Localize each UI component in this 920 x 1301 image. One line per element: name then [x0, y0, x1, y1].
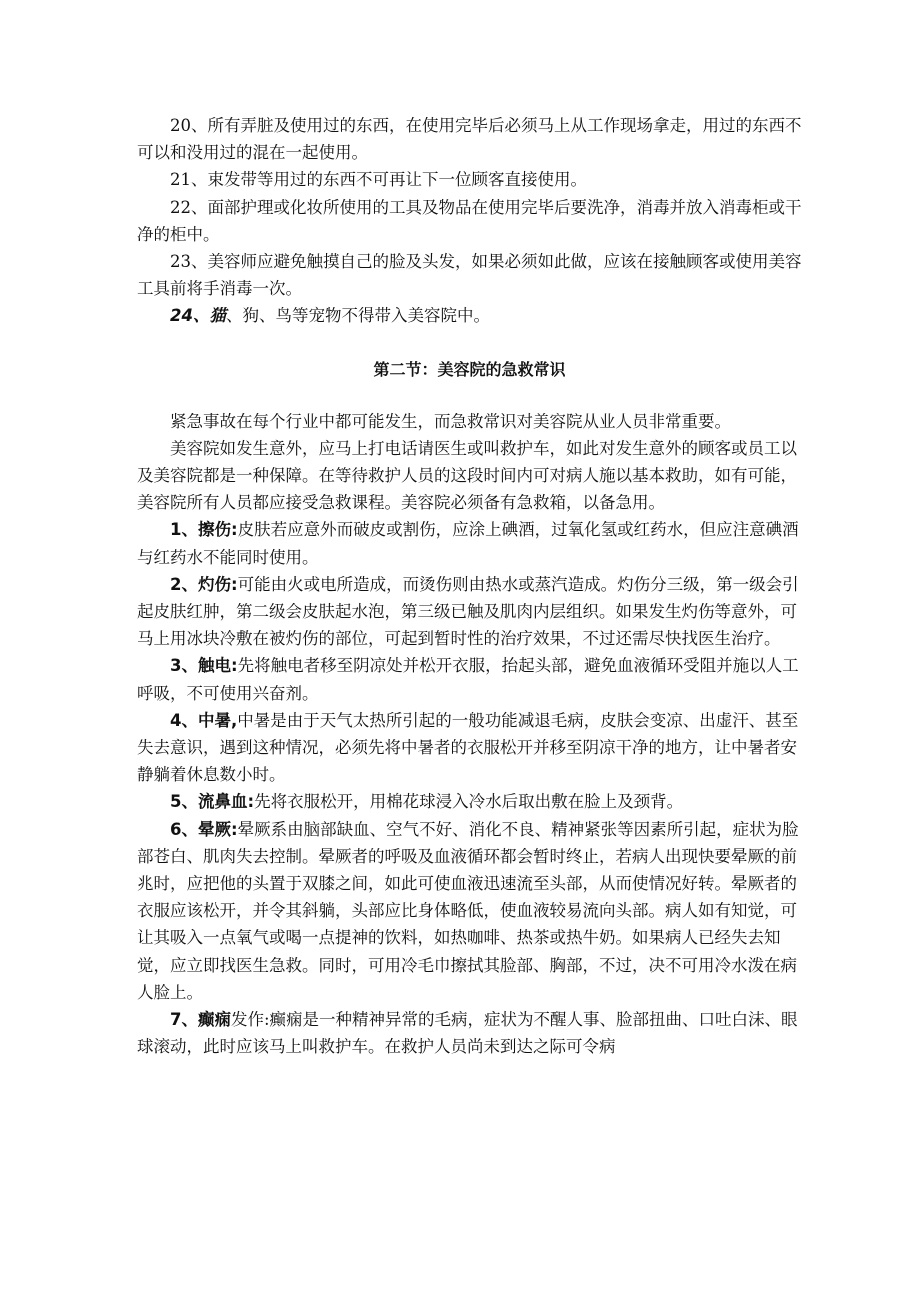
- rule-22-text: 22、面部护理或化妆所使用的工具及物品在使用完毕后要洗净，消毒并放入消毒柜或干净的柜中。: [137, 197, 802, 244]
- first-aid-abrasion: [137, 516, 802, 570]
- fainting-term: 6、晕厥:: [170, 819, 238, 839]
- rule-24-term: 24、猫: [170, 306, 226, 326]
- epilepsy-text: 癫痫是一种精神异常的毛病，症状为不醒人事、脸部扭曲、口吐白沫、眼球滚动，此时应该马上叫救护车。在救护人员尚未到达之际可令病: [137, 1010, 798, 1057]
- rule-24: [137, 302, 802, 329]
- first-aid-electric-shock: [137, 652, 802, 706]
- first-aid-nosebleed: [137, 788, 802, 815]
- nosebleed-text: 先将衣服松开，用棉花球浸入冷水后取出敷在脸上及颈背。: [254, 792, 684, 812]
- first-aid-burn: [137, 571, 802, 653]
- nosebleed-term: 5、流鼻血:: [170, 792, 255, 812]
- rule-20: [137, 112, 802, 166]
- first-aid-section: [137, 408, 802, 1061]
- intro-paragraph-2: 美容院如发生意外，应马上打电话请医生或叫救护车，如此对发生意外的顾客或员工以及美容院都是一种保障。在等待救护人员的这段时间内可对病人施以基本救助，如有可能，美容院所有人员都应接受急救课程。美容院必须备有急救箱，以备急用。: [137, 438, 797, 513]
- fainting-text: 晕厥系由脑部缺血、空气不好、消化不良、精神紧张等因素所引起，症状为脸部苍白、肌肉失去控制。晕厥者的呼吸及血液循环都会暂时终止，若病人出现快要晕厥的前兆时，应把他的头置于双膝之间，如此可使血液迅速流至头部，从而使情况好转。晕厥者的衣服应该松开，并令其斜躺，头部应比身体略低，使血液较易流向头部。病人如有知觉，可让其吸入一点氧气或喝一点提神的饮料，如热咖啡、热茶或热牛奶。如果病人已经失去知觉，应立即找医生急救。同时，可用冷毛巾擦拭其脸部、胸部，不过，决不可用冷水泼在病人脸上。: [137, 819, 799, 1002]
- burn-text: 可能由火或电所造成，而烫伤则由热水或蒸汽造成。灼伤分三级，第一级会引起皮肤红肿，第二级会皮肤起水泡，第三级已触及肌肉内层组织。如果发生灼伤等意外，可马上用冰块冷敷在被灼伤的部位，可起到暂时性的治疗效果，不过还需尽快找医生治疗。: [137, 574, 799, 649]
- rule-21-text: 21、束发带等用过的东西不可再让下一位顾客直接使用。: [170, 170, 587, 190]
- electric-shock-term: 3、触电:: [170, 656, 238, 676]
- burn-term: 2、灼伤:: [170, 574, 238, 594]
- rule-22: [137, 194, 802, 248]
- section-heading: 第二节：美容院的急救常识: [373, 359, 566, 379]
- heatstroke-term: 4、中暑,: [170, 710, 238, 730]
- abrasion-text: 皮肤若应意外而破皮或割伤，应涂上碘酒，过氧化氢或红药水，但应注意碘酒与红药水不能同时使用。: [137, 520, 799, 567]
- epilepsy-term-suffix: 发作:: [230, 1010, 270, 1030]
- heatstroke-text: 中暑是由于天气太热所引起的一般功能减退毛病，皮肤会变凉、出虚汗、甚至失去意识，遇到这种情况，必须先将中暑者的衣服松开并移至阴凉干净的地方，让中暑者安静躺着休息数小时。: [137, 710, 799, 785]
- rule-20-text: 20、所有弄脏及使用过的东西，在使用完毕后必须马上从工作现场拿走，用过的东西不可以和没用过的混在一起使用。: [137, 116, 802, 163]
- abrasion-term: 1、擦伤:: [170, 520, 238, 540]
- rule-24-text: 、狗、鸟等宠物不得带入美容院中。: [225, 306, 490, 326]
- electric-shock-text: 先将触电者移至阴凉处并松开衣服，抬起头部，避免血液循环受阻并施以人工呼吸，不可使用兴奋剂。: [137, 656, 799, 703]
- first-aid-epilepsy: [137, 1006, 802, 1060]
- rule-23: [137, 248, 802, 302]
- epilepsy-term: 7、癫痫: [170, 1010, 231, 1030]
- rule-21: [137, 166, 802, 193]
- first-aid-heatstroke: [137, 707, 802, 789]
- intro-paragraph-1: 紧急事故在每个行业中都可能发生，而急救常识对美容院从业人员非常重要。: [170, 411, 731, 431]
- hygiene-rules-list: [137, 112, 802, 330]
- rule-23-text: 23、美容师应避免触摸自己的脸及头发，如果必须如此做，应该在接触顾客或使用美容工具前将手消毒一次。: [137, 252, 802, 299]
- first-aid-fainting: [137, 816, 802, 1006]
